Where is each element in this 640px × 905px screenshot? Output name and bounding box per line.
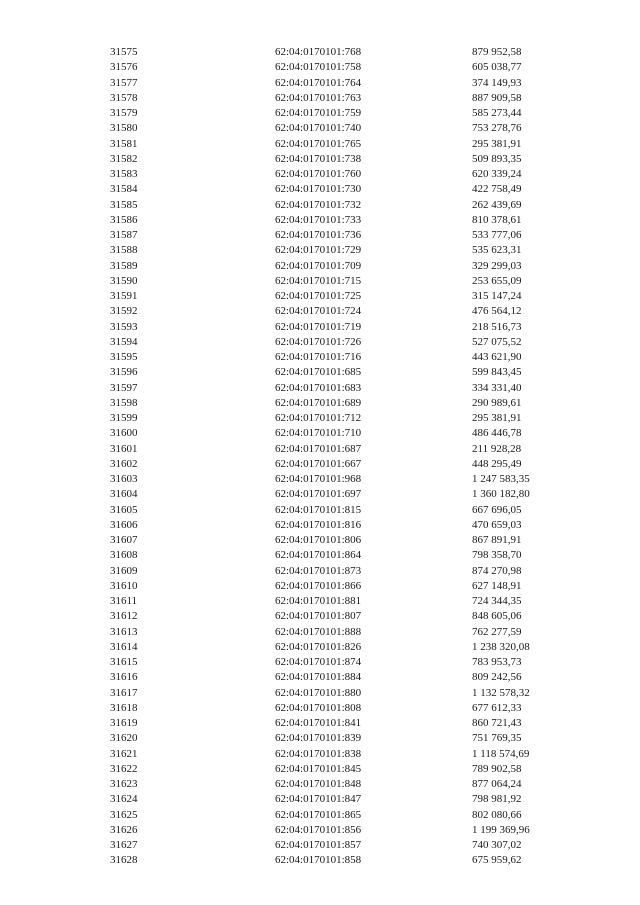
table-row [0, 701, 640, 716]
cadastral-number: 62:04:0170101:888 [275, 625, 362, 638]
row-number: 31628 [110, 854, 138, 867]
cadastral-number: 62:04:0170101:848 [275, 778, 362, 790]
cadastral-number: 62:04:0170101:838 [275, 747, 362, 760]
cadastral-number: 62:04:0170101:738 [275, 152, 362, 165]
table-row [0, 518, 640, 533]
cadastral-number: 62:04:0170101:758 [275, 61, 362, 74]
cadastral-value: 535 623,31 [472, 244, 522, 257]
row-number: 31578 [110, 91, 138, 104]
row-number: 31608 [110, 549, 138, 562]
row-number: 31582 [110, 152, 138, 165]
cadastral-value: 1 247 583,35 [472, 473, 530, 485]
row-number: 31616 [110, 671, 138, 684]
row-number: 31617 [110, 686, 138, 699]
cadastral-value: 527 075,52 [472, 335, 522, 348]
cadastral-value: 810 378,61 [472, 213, 522, 226]
row-number: 31579 [110, 107, 138, 119]
table-row [0, 503, 640, 518]
row-number: 31576 [110, 61, 138, 74]
cadastral-value: 533 777,06 [472, 229, 522, 241]
row-number: 31596 [110, 366, 138, 379]
cadastral-value: 599 843,45 [472, 366, 522, 379]
table-row [0, 411, 640, 426]
row-number: 31575 [110, 46, 138, 58]
row-number: 31605 [110, 503, 138, 516]
cadastral-number: 62:04:0170101:807 [275, 610, 362, 623]
row-number: 31615 [110, 656, 138, 668]
row-number: 31623 [110, 778, 138, 790]
table-row [0, 640, 640, 655]
cadastral-number: 62:04:0170101:709 [275, 259, 362, 272]
table-row [0, 243, 640, 258]
cadastral-number: 62:04:0170101:763 [275, 91, 362, 104]
cadastral-value: 334 331,40 [472, 381, 522, 394]
cadastral-value: 751 769,35 [472, 732, 522, 745]
cadastral-number: 62:04:0170101:736 [275, 229, 362, 241]
cadastral-value: 290 989,61 [472, 396, 522, 409]
table-row [0, 564, 640, 579]
cadastral-value: 315 147,24 [472, 290, 522, 302]
records-table [0, 45, 640, 869]
cadastral-number: 62:04:0170101:689 [275, 396, 362, 409]
table-row [0, 472, 640, 487]
row-number: 31593 [110, 320, 138, 333]
cadastral-value: 789 902,58 [472, 762, 522, 775]
table-row [0, 121, 640, 136]
cadastral-value: 848 605,06 [472, 610, 522, 623]
cadastral-number: 62:04:0170101:881 [275, 595, 362, 607]
table-row [0, 304, 640, 319]
row-number: 31589 [110, 259, 138, 272]
cadastral-value: 476 564,12 [472, 305, 522, 318]
row-number: 31586 [110, 213, 138, 226]
cadastral-number: 62:04:0170101:873 [275, 564, 362, 577]
cadastral-value: 1 118 574,69 [472, 747, 530, 760]
cadastral-number: 62:04:0170101:857 [275, 839, 362, 851]
row-number: 31614 [110, 640, 138, 653]
table-row [0, 228, 640, 243]
cadastral-value: 677 612,33 [472, 701, 522, 714]
cadastral-number: 62:04:0170101:710 [275, 427, 362, 440]
row-number: 31624 [110, 793, 138, 806]
table-row [0, 60, 640, 75]
table-row [0, 548, 640, 563]
cadastral-number: 62:04:0170101:839 [275, 732, 362, 745]
cadastral-value: 1 238 320,08 [472, 640, 530, 653]
table-row [0, 823, 640, 838]
row-number: 31610 [110, 579, 138, 592]
row-number: 31604 [110, 488, 138, 501]
row-number: 31602 [110, 457, 138, 470]
table-row [0, 213, 640, 228]
table-row [0, 289, 640, 304]
table-row [0, 594, 640, 609]
row-number: 31621 [110, 747, 138, 760]
cadastral-number: 62:04:0170101:816 [275, 518, 362, 531]
cadastral-value: 1 199 369,96 [472, 823, 530, 836]
row-number: 31598 [110, 396, 138, 409]
cadastral-value: 874 270,98 [472, 564, 522, 577]
row-number: 31612 [110, 610, 138, 623]
cadastral-number: 62:04:0170101:866 [275, 579, 362, 592]
table-row [0, 762, 640, 777]
cadastral-number: 62:04:0170101:730 [275, 183, 362, 196]
cadastral-number: 62:04:0170101:687 [275, 442, 362, 455]
cadastral-value: 422 758,49 [472, 183, 522, 196]
cadastral-number: 62:04:0170101:858 [275, 854, 362, 867]
row-number: 31622 [110, 762, 138, 775]
cadastral-number: 62:04:0170101:847 [275, 793, 362, 806]
table-row [0, 716, 640, 731]
cadastral-value: 724 344,35 [472, 595, 522, 607]
table-row [0, 152, 640, 167]
row-number: 31588 [110, 244, 138, 257]
row-number: 31625 [110, 808, 138, 821]
cadastral-number: 62:04:0170101:685 [275, 366, 362, 379]
cadastral-number: 62:04:0170101:806 [275, 534, 362, 546]
table-row [0, 259, 640, 274]
cadastral-number: 62:04:0170101:764 [275, 76, 362, 89]
cadastral-number: 62:04:0170101:826 [275, 640, 362, 653]
table-row [0, 609, 640, 624]
cadastral-value: 605 038,77 [472, 61, 522, 74]
table-row [0, 137, 640, 152]
cadastral-number: 62:04:0170101:768 [275, 46, 362, 58]
cadastral-number: 62:04:0170101:845 [275, 762, 362, 775]
row-number: 31581 [110, 137, 138, 150]
row-number: 31577 [110, 76, 138, 89]
cadastral-number: 62:04:0170101:667 [275, 457, 362, 470]
cadastral-value: 1 132 578,32 [472, 686, 530, 699]
row-number: 31585 [110, 198, 138, 211]
cadastral-value: 867 891,91 [472, 534, 522, 546]
table-row [0, 747, 640, 762]
table-row [0, 182, 640, 197]
table-row [0, 731, 640, 746]
cadastral-number: 62:04:0170101:715 [275, 274, 362, 287]
cadastral-number: 62:04:0170101:760 [275, 168, 362, 180]
cadastral-value: 295 381,91 [472, 137, 522, 150]
cadastral-value: 798 981,92 [472, 793, 522, 806]
cadastral-value: 374 149,93 [472, 76, 522, 89]
table-row [0, 365, 640, 380]
cadastral-number: 62:04:0170101:712 [275, 412, 362, 424]
row-number: 31603 [110, 473, 138, 485]
cadastral-number: 62:04:0170101:808 [275, 701, 362, 714]
table-row [0, 76, 640, 91]
table-row [0, 426, 640, 441]
row-number: 31606 [110, 518, 138, 531]
table-row [0, 350, 640, 365]
cadastral-number: 62:04:0170101:716 [275, 351, 362, 363]
cadastral-number: 62:04:0170101:884 [275, 671, 362, 684]
cadastral-value: 329 299,03 [472, 259, 522, 272]
cadastral-number: 62:04:0170101:841 [275, 717, 362, 729]
row-number: 31597 [110, 381, 138, 394]
table-row [0, 167, 640, 182]
cadastral-value: 509 893,35 [472, 152, 522, 165]
table-row [0, 838, 640, 853]
cadastral-number: 62:04:0170101:815 [275, 503, 362, 516]
table-row [0, 274, 640, 289]
cadastral-number: 62:04:0170101:880 [275, 686, 362, 699]
table-row [0, 91, 640, 106]
cadastral-number: 62:04:0170101:740 [275, 122, 362, 135]
row-number: 31584 [110, 183, 138, 196]
table-row [0, 320, 640, 335]
cadastral-value: 443 621,90 [472, 351, 522, 363]
cadastral-number: 62:04:0170101:874 [275, 656, 362, 668]
cadastral-number: 62:04:0170101:856 [275, 823, 362, 836]
cadastral-value: 585 273,44 [472, 107, 522, 119]
cadastral-value: 809 242,56 [472, 671, 522, 684]
row-number: 31607 [110, 534, 138, 546]
cadastral-number: 62:04:0170101:726 [275, 335, 362, 348]
table-row [0, 487, 640, 502]
table-row [0, 670, 640, 685]
row-number: 31600 [110, 427, 138, 440]
row-number: 31626 [110, 823, 138, 836]
cadastral-value: 448 295,49 [472, 457, 522, 470]
cadastral-value: 218 516,73 [472, 320, 522, 333]
table-row [0, 777, 640, 792]
table-row [0, 853, 640, 868]
cadastral-value: 783 953,73 [472, 656, 522, 668]
row-number: 31583 [110, 168, 138, 180]
cadastral-value: 253 655,09 [472, 274, 522, 287]
cadastral-value: 802 080,66 [472, 808, 522, 821]
table-row [0, 335, 640, 350]
table-row [0, 808, 640, 823]
cadastral-number: 62:04:0170101:719 [275, 320, 362, 333]
cadastral-value: 627 148,91 [472, 579, 522, 592]
row-number: 31591 [110, 290, 138, 302]
cadastral-value: 620 339,24 [472, 168, 522, 180]
table-row [0, 655, 640, 670]
table-row [0, 533, 640, 548]
table-row [0, 396, 640, 411]
row-number: 31594 [110, 335, 138, 348]
cadastral-value: 860 721,43 [472, 717, 522, 729]
cadastral-number: 62:04:0170101:724 [275, 305, 362, 318]
table-row [0, 686, 640, 701]
cadastral-value: 879 952,58 [472, 46, 522, 58]
cadastral-value: 1 360 182,80 [472, 488, 530, 501]
table-row [0, 198, 640, 213]
cadastral-number: 62:04:0170101:725 [275, 290, 362, 302]
row-number: 31595 [110, 351, 138, 363]
cadastral-number: 62:04:0170101:759 [275, 107, 362, 119]
cadastral-value: 877 064,24 [472, 778, 522, 790]
row-number: 31611 [110, 595, 138, 607]
table-row [0, 45, 640, 60]
row-number: 31620 [110, 732, 138, 745]
row-number: 31609 [110, 564, 138, 577]
cadastral-value: 295 381,91 [472, 412, 522, 424]
cadastral-value: 740 307,02 [472, 839, 522, 851]
cadastral-value: 211 928,28 [472, 442, 522, 455]
cadastral-value: 762 277,59 [472, 625, 522, 638]
cadastral-value: 667 696,05 [472, 503, 522, 516]
cadastral-number: 62:04:0170101:865 [275, 808, 362, 821]
cadastral-value: 470 659,03 [472, 518, 522, 531]
cadastral-value: 262 439,69 [472, 198, 522, 211]
cadastral-number: 62:04:0170101:697 [275, 488, 362, 501]
row-number: 31627 [110, 839, 138, 851]
cadastral-value: 887 909,58 [472, 91, 522, 104]
cadastral-number: 62:04:0170101:968 [275, 473, 362, 485]
table-row [0, 442, 640, 457]
row-number: 31601 [110, 442, 138, 455]
table-row [0, 579, 640, 594]
cadastral-number: 62:04:0170101:733 [275, 213, 362, 226]
cadastral-number: 62:04:0170101:765 [275, 137, 362, 150]
row-number: 31580 [110, 122, 138, 135]
table-row [0, 457, 640, 472]
cadastral-value: 486 446,78 [472, 427, 522, 440]
table-row [0, 625, 640, 640]
table-row [0, 106, 640, 121]
cadastral-value: 753 278,76 [472, 122, 522, 135]
row-number: 31618 [110, 701, 138, 714]
cadastral-value: 675 959,62 [472, 854, 522, 867]
row-number: 31619 [110, 717, 138, 729]
row-number: 31599 [110, 412, 138, 424]
table-row [0, 792, 640, 807]
row-number: 31587 [110, 229, 138, 241]
row-number: 31613 [110, 625, 138, 638]
cadastral-number: 62:04:0170101:683 [275, 381, 362, 394]
cadastral-number: 62:04:0170101:729 [275, 244, 362, 257]
cadastral-number: 62:04:0170101:732 [275, 198, 362, 211]
row-number: 31592 [110, 305, 138, 318]
table-row [0, 381, 640, 396]
row-number: 31590 [110, 274, 138, 287]
cadastral-value: 798 358,70 [472, 549, 522, 562]
cadastral-number: 62:04:0170101:864 [275, 549, 362, 562]
